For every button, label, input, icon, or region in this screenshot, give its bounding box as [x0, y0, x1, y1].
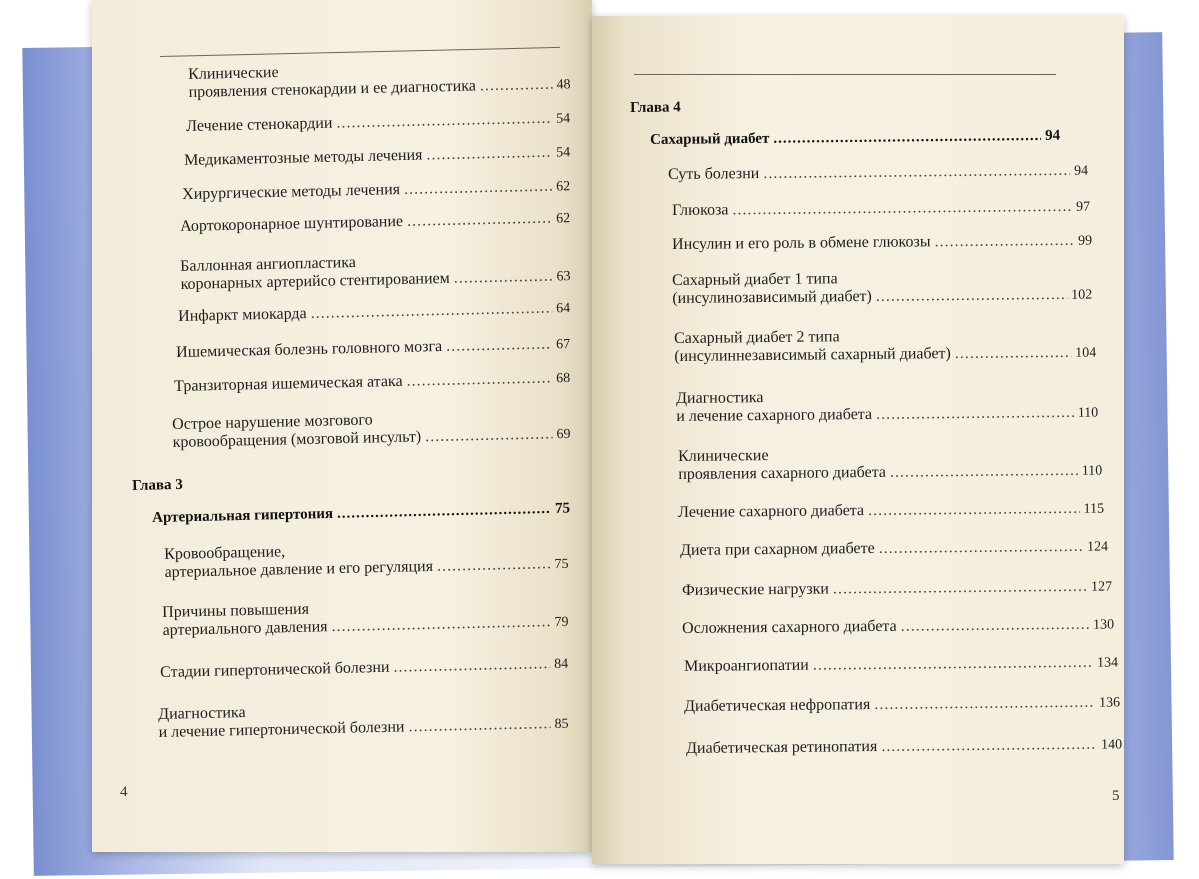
toc-entry	[180, 209, 570, 237]
leader-dots	[393, 655, 550, 677]
leader-dots	[868, 500, 1080, 520]
left-page	[92, 0, 592, 852]
toc-entry	[188, 57, 571, 103]
toc-entry-page: 84	[553, 656, 569, 673]
toc-entry-page: 68	[555, 371, 571, 387]
toc-entry-title: Инфаркт миокарда	[178, 305, 307, 325]
leader-dots	[876, 286, 1068, 306]
leader-dots	[879, 538, 1084, 558]
toc-entry-title-line1: Диагностика	[158, 704, 246, 723]
toc-entry-title: Стадии гипертонической болезни	[160, 658, 390, 681]
toc-entry-title: Диабетическая нефропатия	[684, 696, 871, 715]
toc-entry	[174, 369, 570, 397]
leader-dots	[480, 76, 553, 96]
leader-dots	[833, 578, 1087, 599]
toc-entry-page: 69	[556, 426, 571, 443]
toc-entry	[162, 595, 569, 641]
toc-entry-title: и лечение гипертонической болезни	[158, 718, 405, 741]
page-number: 5	[1112, 788, 1120, 804]
section-page: 94	[1044, 127, 1061, 144]
toc-entry-title-line1: Острое нарушение мозгового	[172, 411, 373, 433]
toc-entry-title: (инсулиннезависимый сахарный диабет)	[674, 345, 951, 365]
toc-entry-title: проявления сахарного диабета	[678, 463, 887, 483]
toc-entry-title: Суть болезни	[668, 165, 760, 183]
toc-entry-title: артериальное давление и его регуляция	[164, 557, 434, 581]
chapter-heading: Глава 3	[132, 476, 183, 494]
toc-entry-page: 99	[1077, 233, 1093, 249]
section-heading	[650, 128, 1060, 149]
leader-dots	[425, 425, 553, 446]
toc-entry-title: проявления стенокардии и ее диагностика	[188, 77, 477, 101]
toc-entry-title: Лечение сахарного диабета	[678, 502, 865, 521]
toc-entry-page: 85	[554, 716, 569, 733]
section-page: 75	[554, 500, 571, 517]
toc-entry-title: Ишемическая болезнь головного мозга	[176, 337, 443, 361]
leader-dots	[437, 555, 551, 576]
leader-dots	[336, 110, 552, 133]
toc-entry	[184, 143, 570, 171]
toc-entry-title: кровообращения (мозговой инсульт)	[172, 428, 422, 451]
header-rule	[160, 47, 560, 57]
toc-entry	[172, 407, 571, 453]
toc-entry	[182, 177, 570, 205]
toc-entry-page: 136	[1098, 695, 1121, 711]
toc-entry-title: Диета при сахарном диабете	[680, 539, 875, 559]
toc-entry-title: Транзиторная ишемическая атака	[174, 372, 403, 395]
toc-entry	[668, 162, 1088, 185]
toc-entry	[164, 537, 569, 583]
leader-dots	[955, 344, 1072, 363]
leader-dots	[813, 654, 1093, 675]
toc-entry-title-line1: Сахарный диабет 1 типа	[672, 270, 838, 289]
toc-entry-page: 79	[554, 614, 569, 631]
toc-entry-title-line1: Баллонная ангиопластика	[180, 254, 357, 275]
toc-entry	[180, 249, 571, 295]
toc-entry-title: Физические нагрузки	[682, 580, 830, 599]
toc-entry	[678, 444, 1102, 485]
toc-entry-page: 140	[1100, 737, 1123, 753]
toc-entry	[158, 697, 569, 743]
leader-dots	[408, 715, 550, 736]
section-title: Артериальная гипертония	[152, 505, 334, 526]
toc-entry-page: 110	[1081, 463, 1103, 479]
toc-entry-title: и лечение сахарного диабета	[676, 405, 873, 425]
toc-entry-page: 102	[1071, 287, 1093, 303]
leader-dots	[901, 616, 1090, 636]
section-heading	[152, 501, 570, 527]
toc-entry	[686, 735, 1122, 759]
toc-entry	[682, 577, 1112, 601]
toc-entry-page: 67	[555, 337, 571, 353]
page-number: 4	[120, 784, 128, 800]
leader-dots	[763, 162, 1070, 183]
toc-entry-title-line1: Диагностика	[676, 389, 764, 407]
toc-entry	[684, 653, 1118, 677]
toc-entry-title: Аортокоронарное шунтирование	[180, 212, 404, 235]
leader-dots	[426, 144, 552, 165]
toc-entry-title: Лечение стенокардии	[186, 114, 333, 135]
toc-entry	[672, 232, 1092, 255]
toc-entry-title: Микроангиопатии	[684, 656, 809, 675]
toc-entry-title: Инсулин и его роль в обмене глюкозы	[672, 233, 931, 253]
toc-entry-page: 124	[1086, 539, 1109, 555]
leader-dots	[407, 210, 552, 231]
leader-dots	[890, 462, 1078, 482]
leader-dots	[404, 178, 552, 199]
toc-entry-title: (инсулинозависимый диабет)	[672, 287, 872, 307]
chapter-heading: Глава 4	[630, 99, 681, 116]
toc-entry-page: 127	[1090, 579, 1113, 595]
toc-entry	[176, 335, 570, 363]
leader-dots	[874, 694, 1095, 714]
toc-entry	[684, 693, 1120, 717]
toc-entry-title-line1: Кровообращение,	[164, 543, 286, 563]
toc-entry-title-line1: Клинические	[188, 63, 279, 83]
toc-entry-title: Медикаментозные методы лечения	[184, 146, 423, 169]
leader-dots	[732, 198, 1072, 220]
toc-entry-page: 62	[555, 179, 571, 195]
toc-entry-title: коронарных артерийсо стентированием	[180, 269, 450, 293]
toc-entry-page: 130	[1092, 617, 1115, 633]
toc-entry-title-line1: Клинические	[678, 447, 769, 465]
toc-entry	[678, 500, 1104, 523]
toc-entry-title: Хирургические методы лечения	[182, 181, 401, 203]
toc-entry	[682, 615, 1114, 639]
leader-dots	[934, 232, 1074, 251]
toc-entry-title: Глюкоза	[672, 201, 729, 219]
section-title: Сахарный диабет	[650, 130, 770, 148]
toc-entry-page: 134	[1096, 655, 1119, 671]
toc-entry-title: артериального давления	[162, 618, 328, 639]
leader-dots	[406, 369, 552, 390]
leader-dots	[773, 128, 1041, 148]
toc-entry	[676, 386, 1098, 427]
toc-entry	[186, 109, 570, 137]
leader-dots	[331, 613, 550, 636]
toc-entry	[674, 326, 1096, 367]
toc-entry-title-line1: Сахарный диабет 2 типа	[674, 328, 840, 347]
toc-entry	[672, 198, 1090, 221]
toc-entry-page: 94	[1073, 163, 1089, 179]
toc-entry-page: 54	[555, 111, 571, 127]
toc-entry-title: Осложнения сахарного диабета	[682, 617, 897, 637]
toc-entry-page: 48	[556, 77, 571, 93]
toc-entry-page: 75	[554, 556, 569, 573]
toc-entry-page: 63	[556, 269, 571, 285]
toc-entry	[160, 655, 568, 683]
toc-entry	[178, 299, 570, 327]
toc-entry	[680, 538, 1108, 561]
leader-dots	[446, 335, 552, 355]
leader-dots	[876, 404, 1074, 424]
toc-entry	[672, 268, 1092, 309]
toc-entry-page: 97	[1075, 199, 1091, 215]
toc-entry-page: 115	[1083, 501, 1105, 517]
toc-entry-page: 110	[1077, 405, 1099, 421]
toc-entry-title: Диабетическая ретинопатия	[686, 737, 878, 757]
toc-entry-page: 104	[1075, 345, 1097, 361]
toc-entry-page: 62	[555, 211, 571, 227]
toc-entry-page: 54	[555, 145, 571, 161]
right-page	[592, 16, 1124, 864]
leader-dots	[881, 736, 1097, 756]
toc-entry-page: 64	[555, 301, 571, 317]
leader-dots	[454, 268, 553, 288]
toc-entry-title-line1: Причины повышения	[162, 600, 310, 621]
header-rule	[634, 74, 1056, 75]
leader-dots	[337, 501, 551, 523]
leader-dots	[310, 300, 552, 323]
